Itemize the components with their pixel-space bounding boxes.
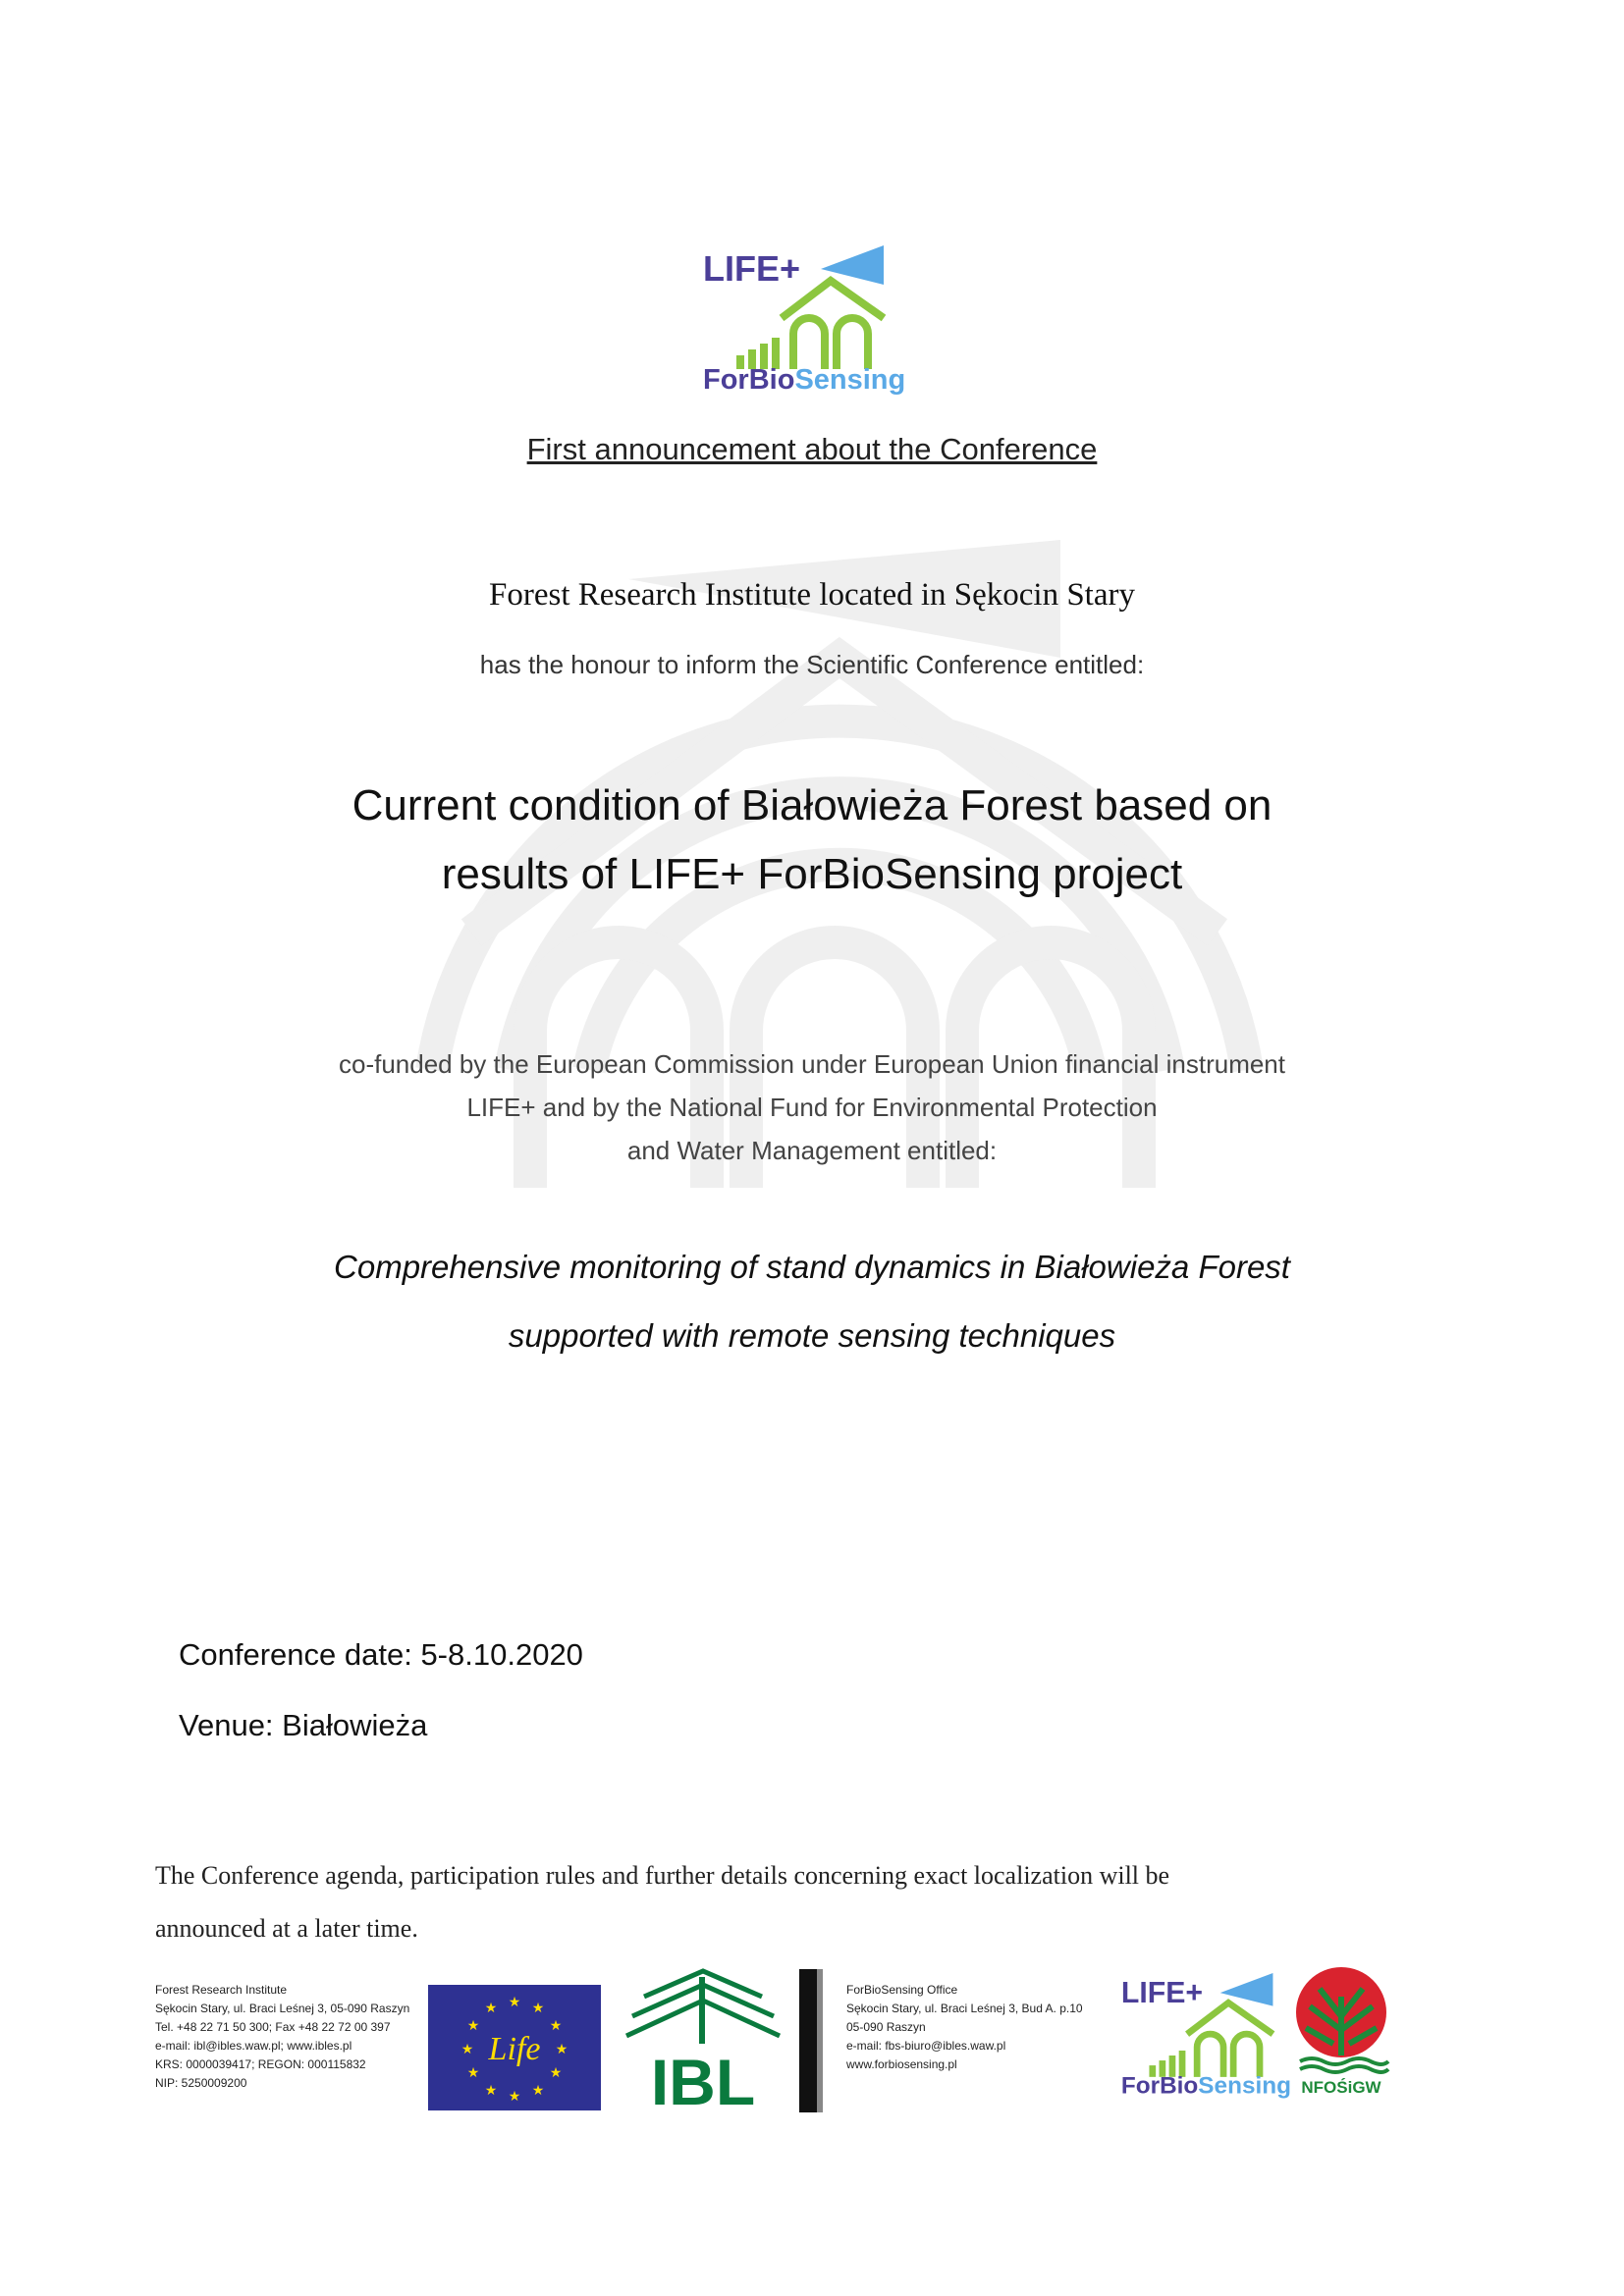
title-line-2: results of LIFE+ ForBioSensing project xyxy=(441,850,1183,898)
cofund-line-3: and Water Management entitled: xyxy=(626,1136,998,1165)
cofunding-statement xyxy=(0,1042,1624,1172)
ibl-contact-line: e-mail: ibl@ibles.waw.pl; www.ibles.pl xyxy=(155,2039,352,2053)
date-value: : 5-8.10.2020 xyxy=(404,1637,583,1672)
fbs-contact-line: Sękocin Stary, ul. Braci Leśnej 3, Bud A. p.10 xyxy=(846,2002,1083,2015)
project-title-line-2: supported with remote sensing techniques xyxy=(508,1317,1116,1354)
svg-text:★: ★ xyxy=(484,2001,498,2016)
svg-text:★: ★ xyxy=(555,2042,568,2057)
date-label: Conference date xyxy=(179,1637,405,1672)
announcement-heading: First announcement about the Conference xyxy=(526,432,1098,466)
svg-text:★: ★ xyxy=(508,1995,521,2010)
cofund-line-1: co-funded by the European Commission under European Union financial instrument xyxy=(338,1049,1285,1079)
life-forbiosensing-footer-logo xyxy=(1119,1973,1292,2100)
svg-text:★: ★ xyxy=(549,2018,563,2034)
agenda-note xyxy=(155,1849,1490,1955)
svg-text:★: ★ xyxy=(466,2065,480,2081)
svg-text:ForBioSensing: ForBioSensing xyxy=(1120,2072,1292,2100)
ibl-contact-line: Forest Research Institute xyxy=(155,1983,288,1997)
nfosigw-text: NFOŚiGW xyxy=(1301,2078,1381,2097)
fbs-contact-line: www.forbiosensing.pl xyxy=(846,2057,957,2071)
eu-life-logo xyxy=(428,1985,601,2110)
svg-text:★: ★ xyxy=(531,2001,545,2016)
agenda-line-2: announced at a later time. xyxy=(155,1914,418,1943)
conference-venue: Venue: Białowieża xyxy=(179,1708,428,1742)
svg-text:★: ★ xyxy=(549,2065,563,2081)
agenda-line-1: The Conference agenda, participation rules and further details concerning exact localization will be xyxy=(155,1861,1170,1890)
svg-text:★: ★ xyxy=(466,2018,480,2034)
ibl-contact-line: NIP: 5250009200 xyxy=(155,2076,247,2090)
institute-line: Forest Research Institute located in Sękocin Stary xyxy=(488,577,1135,613)
logo-forbio-text: ForBioSensing xyxy=(703,364,906,396)
nfosigw-logo xyxy=(1294,1967,1388,2099)
ibl-contact-block xyxy=(155,1981,440,2093)
fbs-contact-line: 05-090 Raszyn xyxy=(846,2020,926,2034)
ibl-logo-text: IBL xyxy=(650,2046,756,2118)
fbs-contact-line: ForBioSensing Office xyxy=(846,1983,958,1997)
conference-date xyxy=(179,1637,583,1673)
conference-title xyxy=(0,772,1624,909)
forbiosensing-contact-block xyxy=(846,1981,1121,2074)
divider-bar xyxy=(799,1969,823,2112)
title-line-1: Current condition of Białowieża Forest based on xyxy=(352,781,1272,829)
cofund-line-2: LIFE+ and by the National Fund for Environmental Protection xyxy=(466,1093,1158,1122)
svg-text:★: ★ xyxy=(531,2083,545,2099)
project-title xyxy=(0,1233,1624,1370)
project-title-line-1: Comprehensive monitoring of stand dynamics in Białowieża Forest xyxy=(334,1249,1290,1285)
ibl-logo xyxy=(624,1967,782,2118)
fbs-contact-line: e-mail: fbs-biuro@ibles.waw.pl xyxy=(846,2039,1006,2053)
svg-text:★: ★ xyxy=(460,2042,474,2057)
ibl-contact-line: Tel. +48 22 71 50 300; Fax +48 22 72 00 397 xyxy=(155,2020,391,2034)
svg-text:LIFE+: LIFE+ xyxy=(1120,1977,1204,2010)
life-word: Life xyxy=(488,2031,541,2067)
svg-text:★: ★ xyxy=(508,2089,521,2105)
honour-line: has the honour to inform the Scientific Conference entitled: xyxy=(479,650,1145,679)
life-forbiosensing-logo xyxy=(701,245,906,396)
svg-text:★: ★ xyxy=(484,2083,498,2099)
ibl-contact-line: Sękocin Stary, ul. Braci Leśnej 3, 05-090 Raszyn xyxy=(155,2002,410,2015)
ibl-contact-line: KRS: 0000039417; REGON: 000115832 xyxy=(155,2057,366,2071)
svg-text:LIFE+: LIFE+ xyxy=(703,248,801,289)
